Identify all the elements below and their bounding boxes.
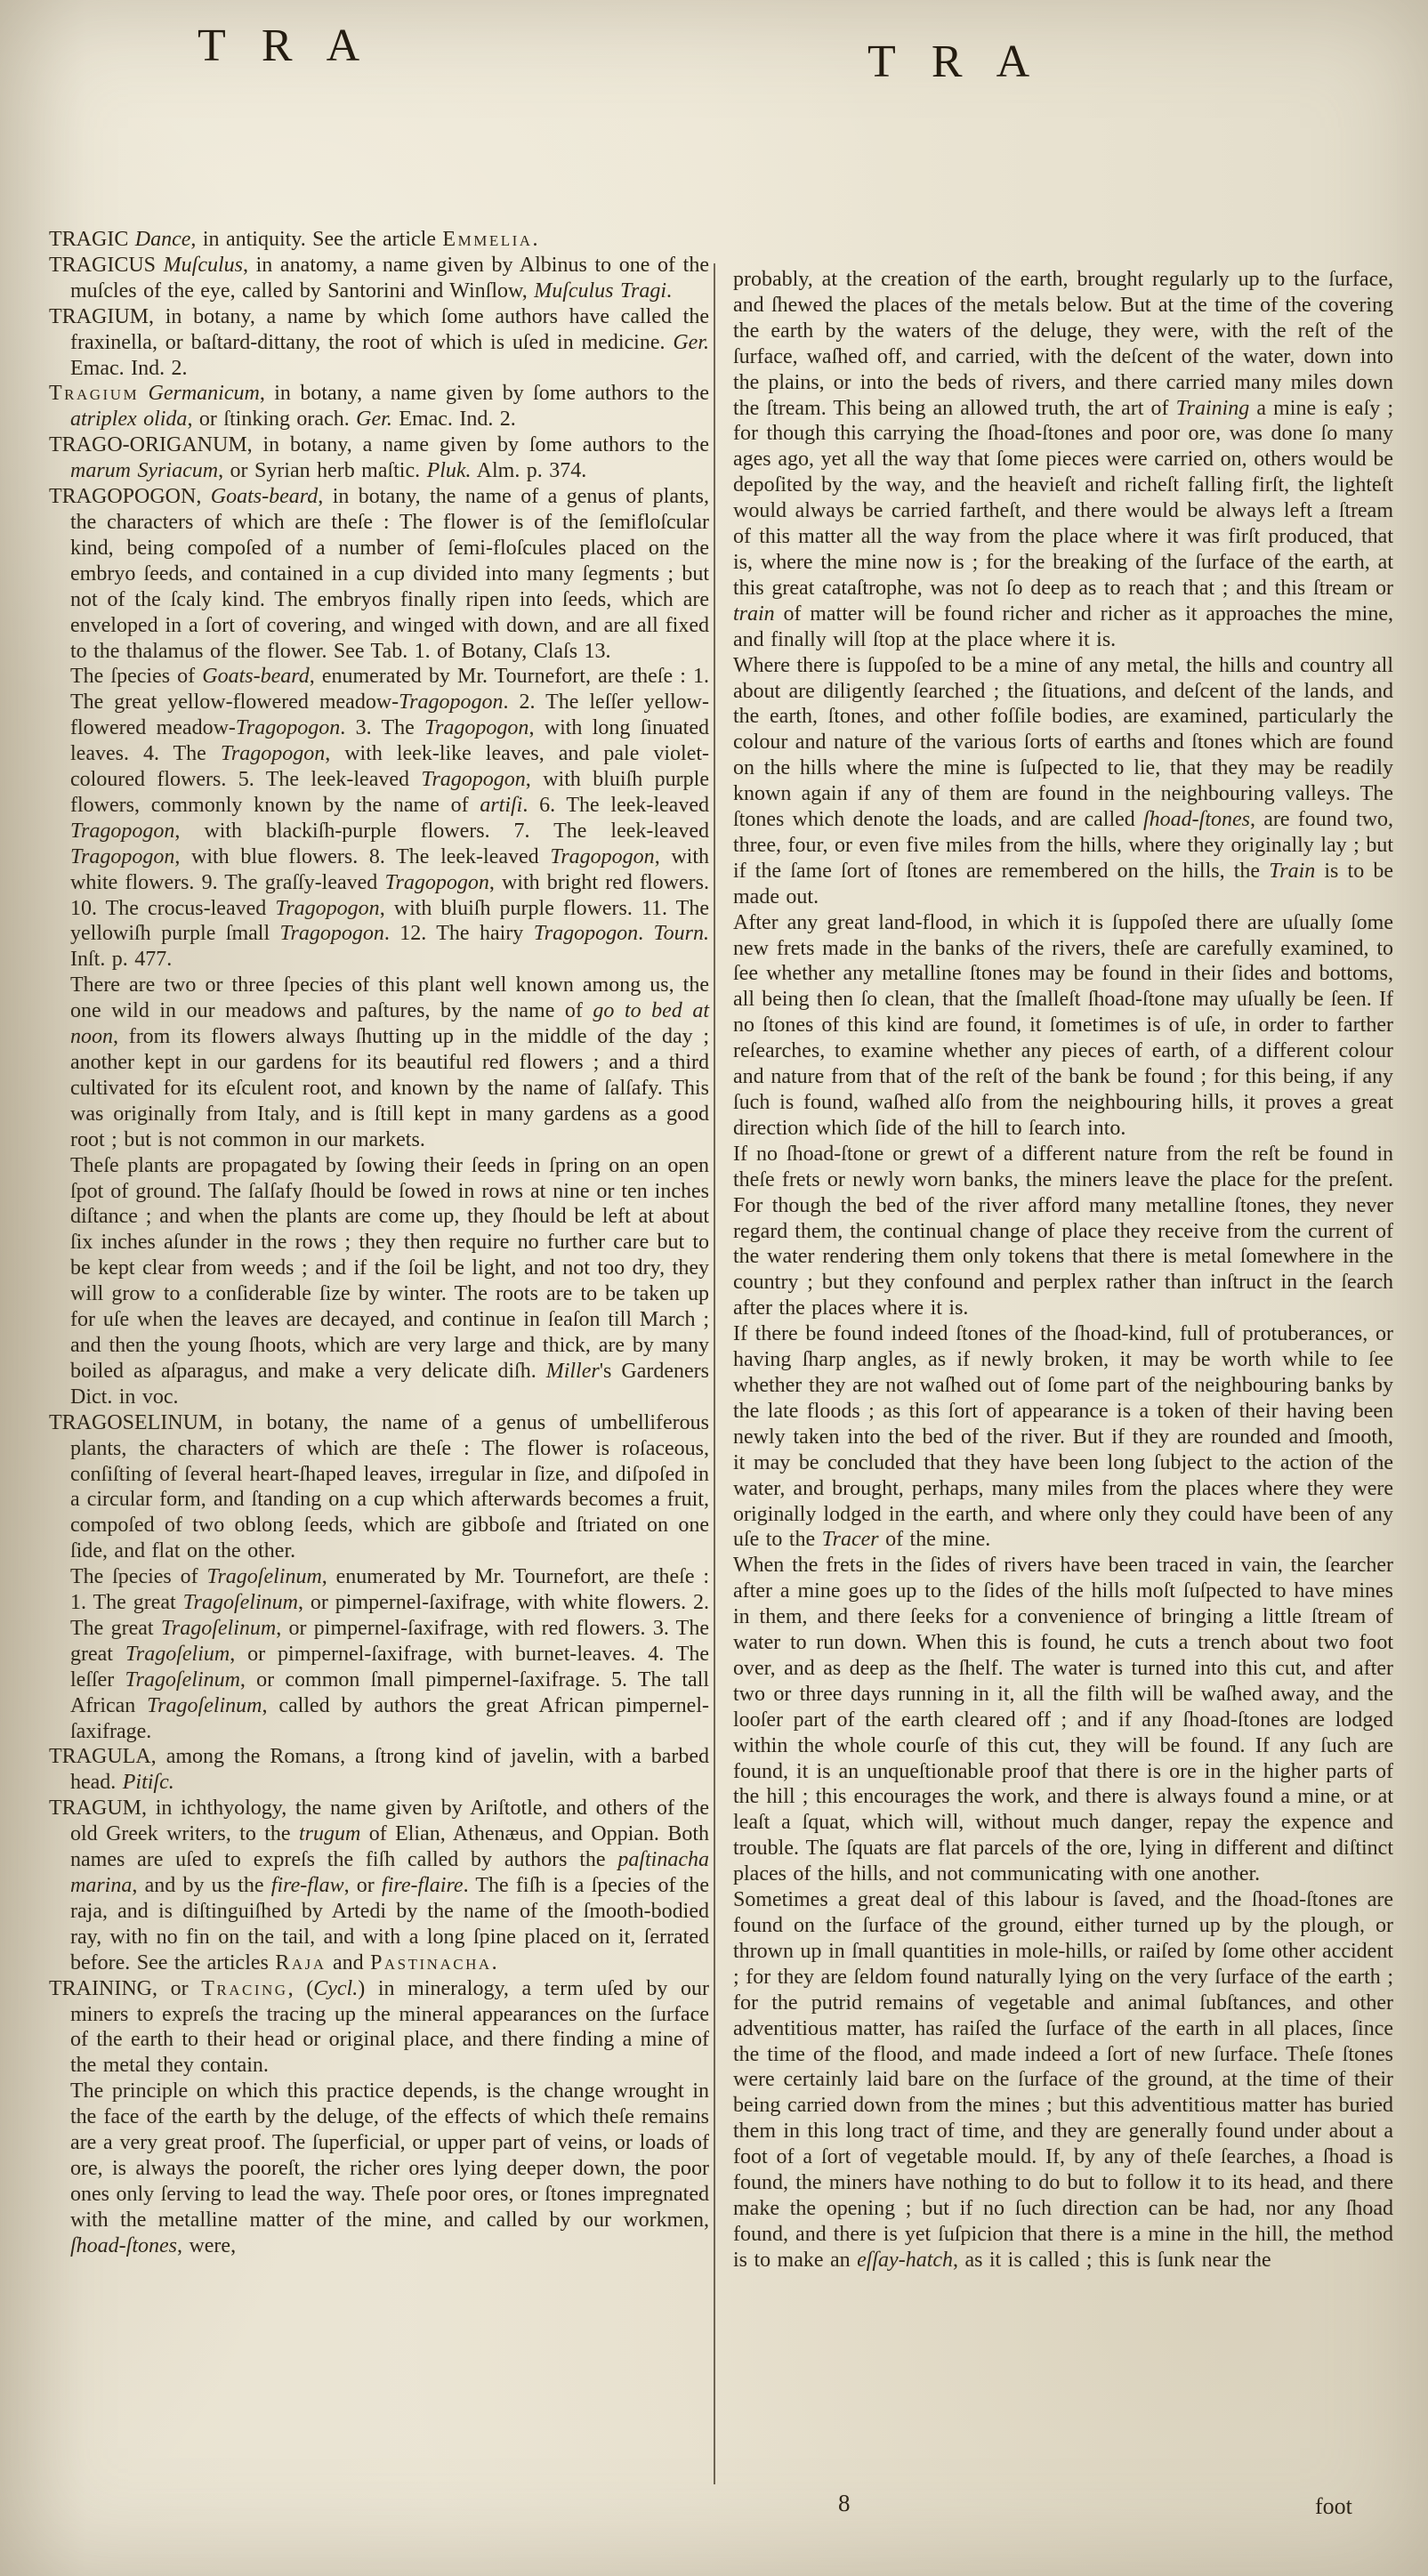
italic-text: Ger.: [356, 408, 392, 432]
italic-text: Tragoſelinum: [125, 1668, 240, 1692]
body-text: The principle on which this practice depends, is the change wrought in the face of the earth by the deluge, of the effects of which theſe remains are a very great proof. The ſuperficial, or upper part of veins, or loads of ore, is always the pooreſt, the richer ores lying deeper down, the poor ones only ſerving to lead the way. Theſe poor ores, or ſtones impregnated with the metalline matter of the mine, and called by our workmen,: [70, 2079, 709, 2232]
paragraph: [49, 432, 709, 484]
body-text: . 3. The: [340, 716, 425, 740]
body-text: TRAGULA, among the Romans, a ſtrong kind of javelin, with a barbed head.: [49, 1745, 709, 1795]
body-text: TRAGUM, in ichthyology, the name given by Ariſtotle, and others of the old Greek writers, to the: [49, 1797, 709, 1846]
italic-text: Ger.: [673, 330, 709, 354]
italic-text: trugum: [298, 1822, 361, 1846]
body-text: Emac. Ind. 2.: [70, 356, 188, 380]
body-text: , or common ſmall pimpernel-ſaxifrage. 5. The tall African: [70, 1668, 709, 1717]
body-text: , enumerated by Mr. Tournefort, are theſe : 1. The great: [70, 1565, 709, 1615]
italic-text: Tragopogon: [279, 922, 384, 946]
italic-text: Tracer: [821, 1528, 879, 1552]
paragraph: [49, 973, 709, 1152]
italic-text: Tragopogon: [533, 922, 639, 946]
body-text: TRAINING, or: [49, 1976, 202, 2000]
body-text: , with bluiſh purple flowers, commonly known by the name of: [70, 768, 709, 817]
italic-text: Tragopogon: [70, 819, 175, 843]
body-text: a mine is eaſy ; for though this carrying the ſhoad-ſtones and poor ore, was done ſo many ages ago, yet all the way that ſome pieces were carried on, others would be depoſited by the way, and the heavieſt and richeſt falling firſt, the lighteſt would always be carried fartheſt, and there would be always left a ſtream of this matter all the way from the place where it was firſt produced, that is, where the mine now is ; for the breaking of the ſurface of the earth, at this great cataſtrophe, was not ſo deep as to reach that ; and this ſtream or: [733, 396, 1393, 600]
italic-text: Pitiſc.: [122, 1771, 174, 1795]
italic-text: Tragoſelium: [125, 1642, 230, 1666]
italic-text: Tourn.: [653, 922, 709, 946]
smallcaps-text: Tragium: [49, 382, 140, 406]
paragraph: [733, 910, 1393, 1142]
body-text: , or pimpernel-ſaxifrage, with burnet-leaves. 4. The leſſer: [70, 1642, 709, 1692]
body-text: TRAGOSELINUM, in botany, the name of a genus of umbelliferous plants, the characters of which are theſe : The flower is roſaceous, conſiſting of ſeveral heart-ſhaped leaves, irregular in ſize, and diſpoſed in a circular form, and ſtanding on a cup which afterwards becomes a fruit, compoſed of two oblong ſeeds, which are gibboſe and ſtriated on one ſide, and flat on the other.: [49, 1410, 709, 1563]
italic-text: artiſi: [480, 793, 523, 817]
italic-text: Tragoſelinum: [182, 1591, 298, 1615]
italic-text: Goats-beard: [210, 485, 319, 509]
italic-text: paſtinacha marina: [70, 1848, 709, 1897]
paragraph: [49, 1976, 709, 2079]
paragraph: [49, 484, 709, 664]
catchword: foot: [1315, 2493, 1352, 2519]
paragraph: [49, 1796, 709, 1975]
body-text: of matter will be found richer and richer as it approaches the mine, and finally will ſtop at the place where it is.: [733, 602, 1393, 651]
body-text: , with long ſinuated leaves. 4. The: [70, 716, 709, 766]
body-text: , or pimpernel-ſaxifrage, with red flowers. 3. The great: [70, 1616, 709, 1666]
body-text: , in anatomy, a name given by Albinus to one of the muſcles of the eye, called by Santorini and Winſlow,: [70, 253, 709, 303]
body-text: .: [532, 228, 538, 251]
body-text: If no ſhoad-ſtone or grewt of a different nature from the reſt be found in theſe frets or newly worn banks, the miners leave the place for the preſent. For though the bed of the river afford many metalline ſtones, they never regard them, the continual change of place they receive from the current of the water rendering them only tokens that there is metal ſomewhere in the country ; but they confound and perplex rather than inſtruct in the ſearch after the places where it is.: [733, 1142, 1393, 1320]
body-text: , with leek-like leaves, and pale violet-coloured flowers. 5. The leek-leaved: [70, 742, 710, 792]
italic-text: Tragoſelinum: [206, 1565, 322, 1589]
italic-text: Tragopogon: [235, 716, 341, 740]
body-text: , with bright red flowers. 10. The crocus-leaved: [70, 870, 709, 920]
italic-text: Tragopogon: [220, 742, 326, 766]
running-head-left: T R A: [198, 20, 373, 71]
body-text: After any great land-flood, in which it is ſuppoſed there are uſually ſome new frets made in the banks of the rivers, theſe are carefully examined, to ſee whether any metalline ſtones may be found in their ſides and bottoms, all being then ſo clean, that the ſmalleſt ſhoad-ſtone may uſually be ſeen. If no ſtones of this kind are found, it ſometimes is of uſe, in order to farther reſearches, to examine whether any pieces of earth, of a different colour and nature from that of the reſt of the bank be found ; for this being, if any ſuch is found, waſhed alſo from the neighbouring hills, it proves a great direction which ſide of the hill to ſearch into.: [733, 910, 1393, 1140]
body-text: , in antiquity. See the article: [190, 228, 443, 251]
italic-text: go to bed at noon: [70, 999, 709, 1049]
body-text: , in botany, the name of a genus of plants, the characters of which are theſe : The flower is of the ſemifloſcular kind, being compoſed of a number of ſemi-floſcules placed on the embryo ſeeds, and contained in a cup divided into many ſegments ; but not of the ſcaly kind. The embryos finally ripen into ſeeds, which are enveloped in a ſort of covering, and winged with down, and are all fixed to the thalamus of the flower. See Tab. 1. of Botany, Claſs 13.: [70, 485, 710, 663]
body-text: . 12. The hairy: [383, 922, 534, 946]
body-text: of the mine.: [878, 1528, 991, 1552]
italic-text: ſhoad-ſtones: [70, 2233, 177, 2257]
running-head-right: T R A: [867, 36, 1043, 87]
italic-text: Dance: [134, 228, 191, 251]
body-text: , and by us the: [132, 1874, 271, 1897]
body-text: . The fiſh is a ſpecies of the raja, and is diſtinguiſhed by Artedi by the name of the ſmooth-bodied ray, with no fin on the tail, and with a long ſpine placed on it, ſerrated before. See the articles: [70, 1874, 709, 1974]
smallcaps-text: Emmelia: [442, 228, 533, 251]
body-text: , or Syrian herb maſtic.: [218, 459, 427, 483]
body-text: TRAGIC: [49, 228, 135, 251]
italic-text: Germanicum: [139, 382, 260, 406]
paragraph: [49, 304, 709, 382]
body-text: TRAGICUS: [49, 253, 164, 277]
italic-text: Tragopogon: [424, 716, 529, 740]
body-text: TRAGOPOGON,: [49, 485, 211, 509]
body-text: . 6. The leek-leaved: [522, 793, 709, 817]
paragraph: [49, 1564, 709, 1744]
paragraph: [49, 381, 709, 432]
italic-text: Tragopogon: [399, 690, 504, 715]
body-text: .: [638, 922, 654, 946]
italic-text: Tragopogon: [421, 768, 526, 792]
smallcaps-text: Raja: [275, 1950, 327, 1974]
body-text: , from its flowers always ſhutting up in the middle of the day ; another kept in our gardens for its beautiful red flowers ; and a third cultivated for its eſculent root, and known by the name of ſalſafy. This was originally from Italy, and is ſtill kept in many gardens as a good root ; but is not common in our markets.: [70, 1025, 709, 1151]
signature-mark: 8: [838, 2490, 851, 2516]
italic-text: marum Syriacum: [70, 459, 219, 483]
italic-text: Tragopogon: [70, 844, 175, 868]
italic-text: Tragopogon: [384, 870, 489, 894]
smallcaps-text: Pastinacha: [370, 1950, 492, 1974]
body-text: probably, at the creation of the earth, brought regularly up to the ſurface, and ſhewed the places of the metals below. But at the time of the covering the earth by the waters of the deluge, they were, with the reſt of the ſurface, waſhed off, and carried, with the deſcent of the water, down into the plains, or into the beds of rivers, and there carried many miles down the ſtream. This being an allowed truth, the art of: [733, 268, 1393, 420]
paragraph: [733, 267, 1393, 653]
italic-text: Training: [1175, 396, 1250, 420]
italic-text: Tragoſelinum: [160, 1616, 277, 1640]
italic-text: Train: [1269, 859, 1316, 883]
paragraph: [49, 664, 709, 973]
italic-text: train: [733, 602, 775, 626]
italic-text: Pluk.: [426, 459, 472, 483]
body-text: Alm. p. 374.: [471, 459, 587, 483]
paragraph: [733, 1887, 1393, 2273]
body-text: of Elian, Athenæus, and Oppian. Both names are uſed to expreſs the fiſh called by authors the: [70, 1822, 710, 1872]
body-text: Emac. Ind. 2.: [391, 408, 516, 432]
paragraph: [49, 1744, 709, 1796]
body-text: 's Gardeners Dict. in voc.: [70, 1359, 709, 1409]
body-text: .: [491, 1950, 497, 1974]
italic-text: Tragoſelinum: [147, 1693, 262, 1717]
body-text: , with white flowers. 9. The graſſy-leaved: [70, 844, 709, 894]
italic-text: Muſculus Tragi: [534, 279, 666, 303]
italic-text: Miller: [545, 1359, 600, 1383]
paragraph: [49, 1410, 709, 1564]
body-text: , with blackiſh-purple flowers. 7. The leek-leaved: [174, 819, 709, 843]
body-text: The ſpecies of: [70, 665, 203, 689]
italic-text: Muſculus: [163, 253, 243, 277]
body-text: , with bluiſh purple flowers. 11. The yellowiſh purple ſmall: [70, 896, 709, 946]
body-text: , are found two, three, four, or even five miles from the hills, where they originally lay ; but if the ſame ſort of ſtones are remembered on the hills, the: [733, 808, 1393, 883]
italic-text: Goats-beard: [202, 665, 310, 689]
italic-text: Tragopogon: [275, 896, 380, 920]
right-column: [733, 267, 1393, 2273]
body-text: is to be made out.: [733, 859, 1393, 908]
body-text: There are two or three ſpecies of this plant well known among us, the one wild in our meadows and paſtures, by the name of: [70, 973, 709, 1023]
paragraph: [733, 1553, 1393, 1887]
body-text: . 2. The leſſer yellow-flowered meadow-: [70, 690, 709, 740]
italic-text: Cycl.: [313, 1976, 359, 2000]
body-text: , or: [343, 1874, 383, 1897]
body-text: , were,: [177, 2233, 237, 2257]
body-text: , enumerated by Mr. Tournefort, are theſe : 1. The great yellow-flowered meadow-: [70, 665, 710, 715]
body-text: Where there is ſuppoſed to be a mine of any metal, the hills and country all about are diligently ſearched ; the ſituations, and deſcent of the lands, and the earth, ſtones, and other foſſile bodies, are examined, particularly the colour and nature of the various ſorts of earths and ſtones which are found on the hills where the mine is ſuſpected to lie, that they may be readily known again if any of them are found in the neighbouring valleys. The ſtones which denote the loads, and are called: [733, 653, 1393, 832]
paragraph: [49, 2079, 709, 2258]
paragraph: [49, 253, 709, 304]
body-text: , or ſtinking orach.: [187, 408, 357, 432]
paragraph: [733, 1142, 1393, 1321]
body-text: , called by authors the great African pimpernel-ſaxifrage.: [70, 1693, 709, 1743]
body-text: The ſpecies of: [70, 1565, 207, 1589]
body-text: ) in mineralogy, a term uſed by our miners to expreſs the tracing up the mineral appearances on the ſurface of the earth to their head or original place, and there finding a mine of the metal they contain.: [70, 1976, 710, 2078]
body-text: When the frets in the ſides of rivers have been traced in vain, the ſearcher after a mine goes up to the ſides of the hills moſt ſuſpected to have mines in them, and there ſeeks for a convenience of bringing a little ſtream of water to run down. When this is found, he cuts a trench about two foot over, and as deep as the ſhelf. The water is turned into this cut, and after two or three days running in it, all the filth will be waſhed away, and the looſer part of the earth cleared off ; and if any ſhoad-ſtones are lodged within the whole courſe of this cut, they will be found. If any ſuch are found, it is an unqueſtionable proof that there is ore in the higher parts of the hill ; this encourages the work, and there is always found a mine, or at leaſt a ſquat, which will, without much danger, repay the expence and trouble. The ſquats are flat parcels of the ore, lying in different and diſtinct places of the hills, and not communicating with one another.: [733, 1554, 1393, 1886]
body-text: Theſe plants are propagated by ſowing their ſeeds in ſpring on an open ſpot of ground. The ſalſafy ſhould be ſowed in rows at nine or ten inches diſtance ; and when the plants are come up, they ſhould be left at about ſix inches aſunder in the rows ; they then require no further care but to be kept clear from weeds ; and if the ſoil be light, and not too dry, they will grow to a conſiderable ſize by winter. The roots are to be taken up for uſe when the leaves are decayed, and continue in ſeaſon till March ; and then the young ſhoots, which are very large and thick, are by many boiled as aſparagus, and make a very delicate diſh.: [70, 1153, 709, 1383]
italic-text: Tragopogon: [550, 844, 655, 868]
body-text: Sometimes a great deal of this labour is ſaved, and the ſhoad-ſtones are found on the ſurface of the ground, either turned up by the plough, or thrown up in ſmall quantities in mole-hills, or raiſed by ſome other accident ; for they are ſeldom found naturally lying on the very ſurface of the earth ; for the putrid remains of vegetable and animal ſubſtances, and other adventitious matter, has raiſed the ſurface of the earth in all places, ſince the time of the flood, and made indeed a ſort of new ſurface. Theſe ſtones were certainly laid bare on the ſurface of the ground, at the time of their being carried down from the mines ; but this adventitious matter has buried them in this long tract of time, and they are generally found under about a foot of a ſort of vegetable mould. If, by any of theſe ſearches, a ſhoad is found, the miners have nothing to do but to follow it to its head, and there make the opening ; but if no ſuch direction can be had, nor any ſhoad found, and there is yet ſuſpicion that there is a mine in the hill, the method is to make an: [733, 1888, 1393, 2272]
body-text: Inſt. p. 477.: [70, 948, 173, 972]
paragraph: [49, 227, 709, 253]
body-text: , or pimpernel-ſaxifrage, with white flowers. 2. The great: [70, 1591, 710, 1640]
body-text: .: [666, 279, 672, 303]
body-text: , as it is called ; this is ſunk near the: [953, 2248, 1271, 2272]
paragraph: [733, 653, 1393, 910]
body-text: TRAGO-ORIGANUM, in botany, a name given by ſome authors to the: [49, 433, 709, 457]
body-text: TRAGIUM, in botany, a name by which ſome authors have called the fraxinella, or baſtard-dittany, the root of which is uſed in medicine.: [49, 304, 709, 354]
italic-text: fire-flaire: [382, 1874, 464, 1897]
body-text: , in botany, a name given by ſome authors to the: [259, 382, 710, 406]
column-divider-rule: [714, 263, 715, 2484]
left-column: [49, 227, 709, 2259]
body-text: If there be found indeed ſtones of the ſhoad-kind, full of protuberances, or having ſharp angles, as if newly broken, it may be worth while to ſee whether they are not waſhed out of ſome part of the neighbouring banks by the late floods ; as this ſort of appearance is a token of their having been newly taken into the bed of the river. But if they are rounded and ſmooth, it may be concluded that they have been long ſubject to the action of the water, and brought, perhaps, many miles from the places where they were originally lodged in the earth, and where only they could have been of any uſe to the: [733, 1322, 1393, 1552]
body-text: , with blue flowers. 8. The leek-leaved: [174, 844, 551, 868]
italic-text: atriplex olida: [70, 408, 188, 432]
body-text: , (: [287, 1976, 314, 2000]
italic-text: ſhoad-ſtones: [1143, 808, 1251, 832]
smallcaps-text: Tracing: [201, 1976, 288, 2000]
paragraph: [733, 1321, 1393, 1553]
italic-text: eſſay-hatch: [857, 2248, 954, 2272]
italic-text: fire-flaw: [270, 1874, 344, 1897]
paragraph: [49, 1153, 709, 1410]
body-text: and: [326, 1950, 371, 1974]
